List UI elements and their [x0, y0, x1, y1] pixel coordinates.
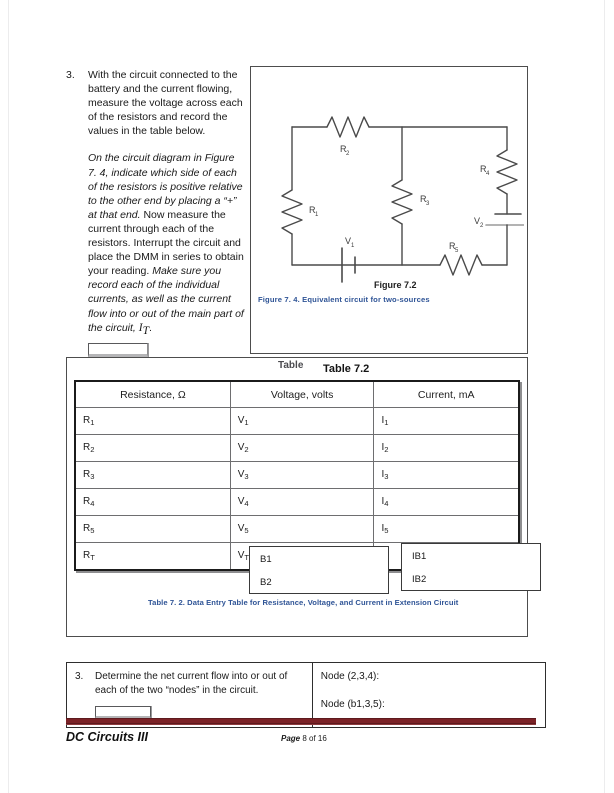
resistance-cell-subscript: 4 — [90, 498, 95, 508]
label-R3: R — [420, 194, 427, 204]
figure-inner-label: Figure 7.2 — [374, 280, 417, 290]
resistance-cell[interactable] — [75, 489, 230, 516]
label-R1: R — [309, 205, 316, 215]
table-title: Table 7.2 — [323, 363, 370, 375]
label-R2: R — [340, 144, 347, 154]
current-cell[interactable] — [374, 408, 519, 435]
voltage-cell-subscript: 4 — [244, 498, 249, 508]
label-R4: R — [480, 164, 487, 174]
step-paragraph-1: With the circuit connected to the battery and the current flowing, measure the voltage across each of the resistors and record the values in the table below. — [88, 69, 243, 138]
paragraph-gap — [88, 138, 246, 151]
resistance-cell[interactable] — [75, 408, 230, 435]
label-R2-sub: 2 — [346, 151, 350, 157]
table-row — [75, 516, 519, 543]
voltage-cell-symbol: V — [237, 415, 245, 427]
bottom-step-number: 3. — [75, 671, 84, 682]
table-header-row — [75, 381, 519, 408]
voltage-cell[interactable] — [230, 408, 374, 435]
node-gap — [321, 684, 537, 698]
current-cell[interactable] — [374, 489, 519, 516]
step-3-instructions — [66, 68, 246, 357]
voltage-cell-subscript: T — [244, 552, 250, 562]
overlay-note-left[interactable] — [249, 546, 389, 594]
label-R1-sub: 1 — [315, 212, 319, 218]
footer-page-value: 8 of 16 — [302, 734, 327, 743]
voltage-cell-symbol: V — [237, 550, 245, 562]
column-header-resistance: Resistance, Ω — [75, 381, 230, 408]
current-cell[interactable] — [374, 516, 519, 543]
overlay-note-right[interactable] — [401, 543, 541, 591]
table-caption: Table 7. 2. Data Entry Table for Resistance, Voltage, and Current in Extension Circuit — [148, 598, 459, 607]
step-number: 3. — [66, 69, 75, 81]
step-para2-part-b: Now measure the current through each of the resistors. Interrupt the circuit and place the DMM in series to obtain your reading. — [88, 208, 244, 278]
label-V2-sub: 2 — [480, 223, 484, 229]
table-row — [75, 462, 519, 489]
step-paragraph-2 — [88, 151, 246, 337]
current-cell-symbol: I — [381, 442, 385, 454]
voltage-cell-subscript: 3 — [244, 471, 249, 481]
step-para2-part-c: Make sure you record each of the individual currents, as well as the current flow into or out of the main part of the circuit, — [88, 265, 244, 334]
resistance-cell[interactable] — [75, 435, 230, 462]
table-row — [75, 435, 519, 462]
current-cell[interactable] — [374, 462, 519, 489]
label-V1: V — [345, 236, 352, 246]
resistance-cell[interactable] — [75, 516, 230, 543]
current-total-subscript: T — [142, 324, 150, 337]
step-para2-part-a: On the circuit diagram in Figure 7. 4, indicate which side of each of the resistors is positive relative to the other end by placing a “+” at that end. — [88, 152, 243, 221]
voltage-cell[interactable] — [230, 435, 374, 462]
overlay-left-line-2: B2 — [260, 577, 272, 588]
voltage-cell[interactable] — [230, 462, 374, 489]
footer-page-indicator — [281, 734, 327, 743]
resistance-cell-symbol: R — [83, 415, 91, 427]
resistance-cell-symbol: R — [83, 442, 91, 454]
resistance-cell[interactable] — [75, 462, 230, 489]
label-R5-sub: 5 — [455, 248, 459, 254]
current-cell-symbol: I — [381, 469, 385, 481]
label-V2: V — [474, 216, 481, 226]
column-header-voltage: Voltage, volts — [230, 381, 374, 408]
current-cell-symbol: I — [381, 523, 385, 535]
resistance-cell-symbol: R — [83, 523, 91, 535]
step-3-answer-box[interactable] — [88, 343, 148, 357]
circuit-diagram — [252, 72, 524, 287]
column-header-current: Current, mA — [374, 381, 519, 408]
footer-divider — [66, 718, 536, 724]
voltage-cell-subscript: 5 — [244, 525, 249, 535]
overlay-right-line-1: IB1 — [412, 551, 427, 562]
current-cell-symbol: I — [381, 415, 385, 427]
resistance-cell-symbol: R — [83, 496, 91, 508]
resistance-cell-subscript: 1 — [90, 417, 95, 427]
label-R3-sub: 3 — [426, 201, 430, 207]
current-total-symbol: I — [138, 321, 143, 334]
resistance-cell-symbol: R — [83, 550, 91, 562]
label-R5: R — [449, 241, 456, 251]
resistance-cell-subscript: 5 — [90, 525, 95, 535]
resistance-cell[interactable] — [75, 543, 230, 571]
overlay-right-line-2: IB2 — [412, 574, 427, 585]
current-cell-subscript: 3 — [384, 471, 389, 481]
current-cell-subscript: 1 — [384, 417, 389, 427]
table-row — [75, 408, 519, 435]
label-R4-sub: 4 — [486, 171, 490, 177]
resistance-cell-subscript: T — [90, 552, 95, 562]
footer-title: DC Circuits III — [66, 730, 148, 744]
voltage-cell-subscript: 1 — [244, 417, 249, 427]
current-cell[interactable] — [374, 435, 519, 462]
voltage-cell-symbol: V — [237, 442, 245, 454]
voltage-cell-symbol: V — [237, 523, 245, 535]
resistance-cell-symbol: R — [83, 469, 91, 481]
resistance-cell-subscript: 3 — [90, 471, 95, 481]
node-label-2: Node (b1,3,5): — [320, 698, 385, 710]
table-row — [75, 489, 519, 516]
current-cell-symbol: I — [381, 496, 385, 508]
overlay-left-line-1: B1 — [260, 554, 272, 565]
voltage-cell-symbol: V — [237, 496, 245, 508]
current-cell-subscript: 4 — [384, 498, 389, 508]
footer-page-label: Page — [281, 734, 301, 743]
resistance-cell-subscript: 2 — [90, 444, 95, 454]
figure-caption: Figure 7. 4. Equivalent circuit for two-sources — [258, 295, 430, 304]
current-cell-subscript: 2 — [384, 444, 389, 454]
step-para2-period: . — [149, 321, 152, 334]
voltage-cell[interactable] — [230, 489, 374, 516]
bottom-step-prompt: Determine the net current flow into or out of each of the two “nodes” in the circuit. — [95, 671, 288, 696]
current-cell-subscript: 5 — [384, 525, 389, 535]
table-word-label: Table — [278, 360, 304, 371]
voltage-cell[interactable] — [230, 516, 374, 543]
label-V1-sub: 1 — [351, 243, 355, 249]
voltage-cell-symbol: V — [237, 469, 245, 481]
node-label-1: Node (2,3,4): — [320, 671, 380, 682]
voltage-cell-subscript: 2 — [244, 444, 249, 454]
step-text — [88, 68, 246, 338]
